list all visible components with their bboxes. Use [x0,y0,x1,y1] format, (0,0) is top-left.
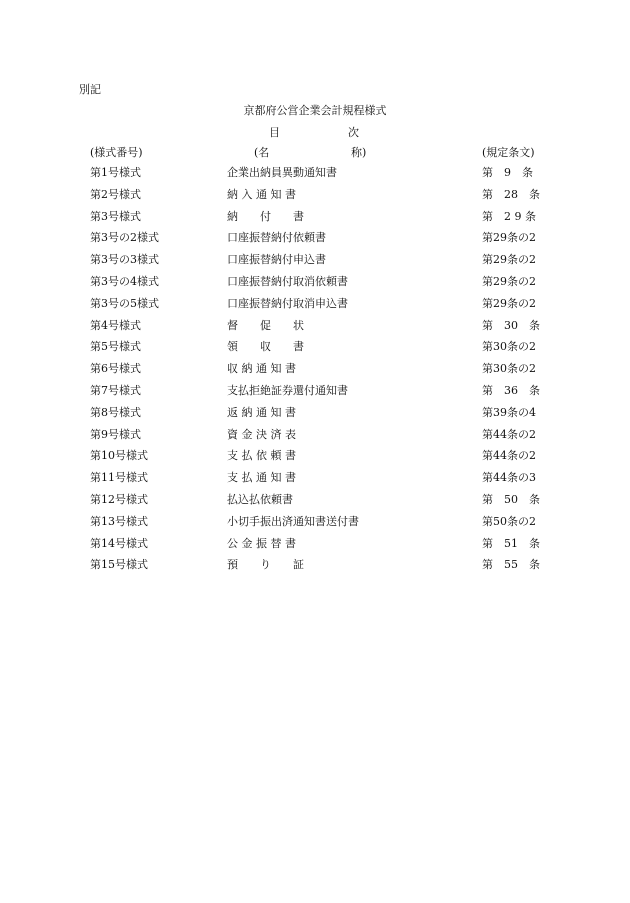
document-title: 京都府公営企業会計規程様式 [243,104,387,117]
form-number: 第9号様式 [90,427,141,441]
form-number: 第15号様式 [90,558,148,572]
list-item [0,319,630,335]
regulation-article: 第29条の2 [482,275,536,288]
form-name: 口座振替納付取消依頼書 [227,275,348,288]
form-number: 第3号の3様式 [90,253,159,267]
form-number: 第7号様式 [90,384,141,397]
form-name: 返 納 通 知 書 [227,405,296,419]
regulation-article: 第30条の2 [482,340,536,354]
list-item [0,428,630,444]
regulation-article: 第44条の2 [482,449,536,463]
column-header-article: (規定条文) [482,146,535,159]
list-item [0,362,630,378]
regulation-article: 第 36 条 [482,384,540,397]
form-name: 口座振替納付申込書 [227,253,326,267]
regulation-article: 第 50 条 [482,493,540,506]
form-name: 払込払依頼書 [227,493,293,506]
list-item [0,340,630,356]
form-number: 第14号様式 [90,536,148,550]
form-name: 小切手振出済通知書送付書 [227,514,359,528]
list-item [0,275,630,291]
form-number: 第3号の2様式 [90,231,159,245]
regulation-article: 第44条の3 [482,471,536,485]
regulation-article: 第 2 9 条 [482,209,536,223]
form-name: 資 金 決 済 表 [227,427,296,441]
form-name: 支 払 通 知 書 [227,471,296,485]
form-number: 第3号の5様式 [90,296,159,310]
form-number: 第3号様式 [90,209,141,223]
regulation-article: 第29条の2 [482,253,536,267]
form-number: 第3号の4様式 [90,275,159,288]
toc-heading-left: 目 [269,126,280,139]
list-item [0,493,630,509]
regulation-article: 第30条の2 [482,362,536,376]
form-name: 支払拒絶証券還付通知書 [227,384,348,397]
regulation-article: 第 55 条 [482,558,540,572]
regulation-article: 第 30 条 [482,318,540,332]
form-name: 公 金 振 替 書 [227,536,296,550]
regulation-article: 第 9 条 [482,166,533,179]
column-header-number: (様式番号) [90,146,143,159]
toc-heading-right: 次 [348,126,359,139]
form-number: 第8号様式 [90,405,141,419]
column-header-name-left: (名 [254,146,270,159]
form-name: 収 納 通 知 書 [227,362,296,376]
list-item [0,406,630,422]
form-number: 第1号様式 [90,166,141,179]
list-item [0,231,630,247]
form-name: 口座振替納付取消申込書 [227,296,348,310]
form-number: 第10号様式 [90,449,148,463]
form-number: 第2号様式 [90,187,141,201]
form-number: 第4号様式 [90,318,141,332]
regulation-article: 第44条の2 [482,427,536,441]
list-item [0,558,630,574]
regulation-article: 第50条の2 [482,514,536,528]
regulation-article: 第 51 条 [482,536,540,550]
regulation-article: 第29条の2 [482,231,536,245]
form-name: 口座振替納付依頼書 [227,231,326,245]
form-name: 納 入 通 知 書 [227,187,296,201]
form-name: 支 払 依 頼 書 [227,449,296,463]
form-number: 第12号様式 [90,493,148,506]
list-item [0,210,630,226]
form-name: 企業出納員異動通知書 [227,166,337,179]
list-item [0,515,630,531]
list-item [0,537,630,553]
list-item [0,188,630,204]
list-item [0,471,630,487]
form-name: 納 付 書 [227,209,304,223]
list-item [0,253,630,269]
form-name: 領 収 書 [227,340,304,354]
list-item [0,449,630,465]
form-number: 第11号様式 [90,471,148,485]
regulation-article: 第39条の4 [482,405,536,419]
form-number: 第6号様式 [90,362,141,376]
column-header-name-right: 称) [351,146,367,159]
regulation-article: 第29条の2 [482,296,536,310]
form-number: 第13号様式 [90,514,148,528]
form-number: 第5号様式 [90,340,141,354]
regulation-article: 第 28 条 [482,187,540,201]
form-name: 督 促 状 [227,318,304,332]
form-name: 預 り 証 [227,558,304,572]
list-item [0,166,630,182]
appendix-label: 別記 [79,83,101,96]
list-item [0,297,630,313]
list-item [0,384,630,400]
